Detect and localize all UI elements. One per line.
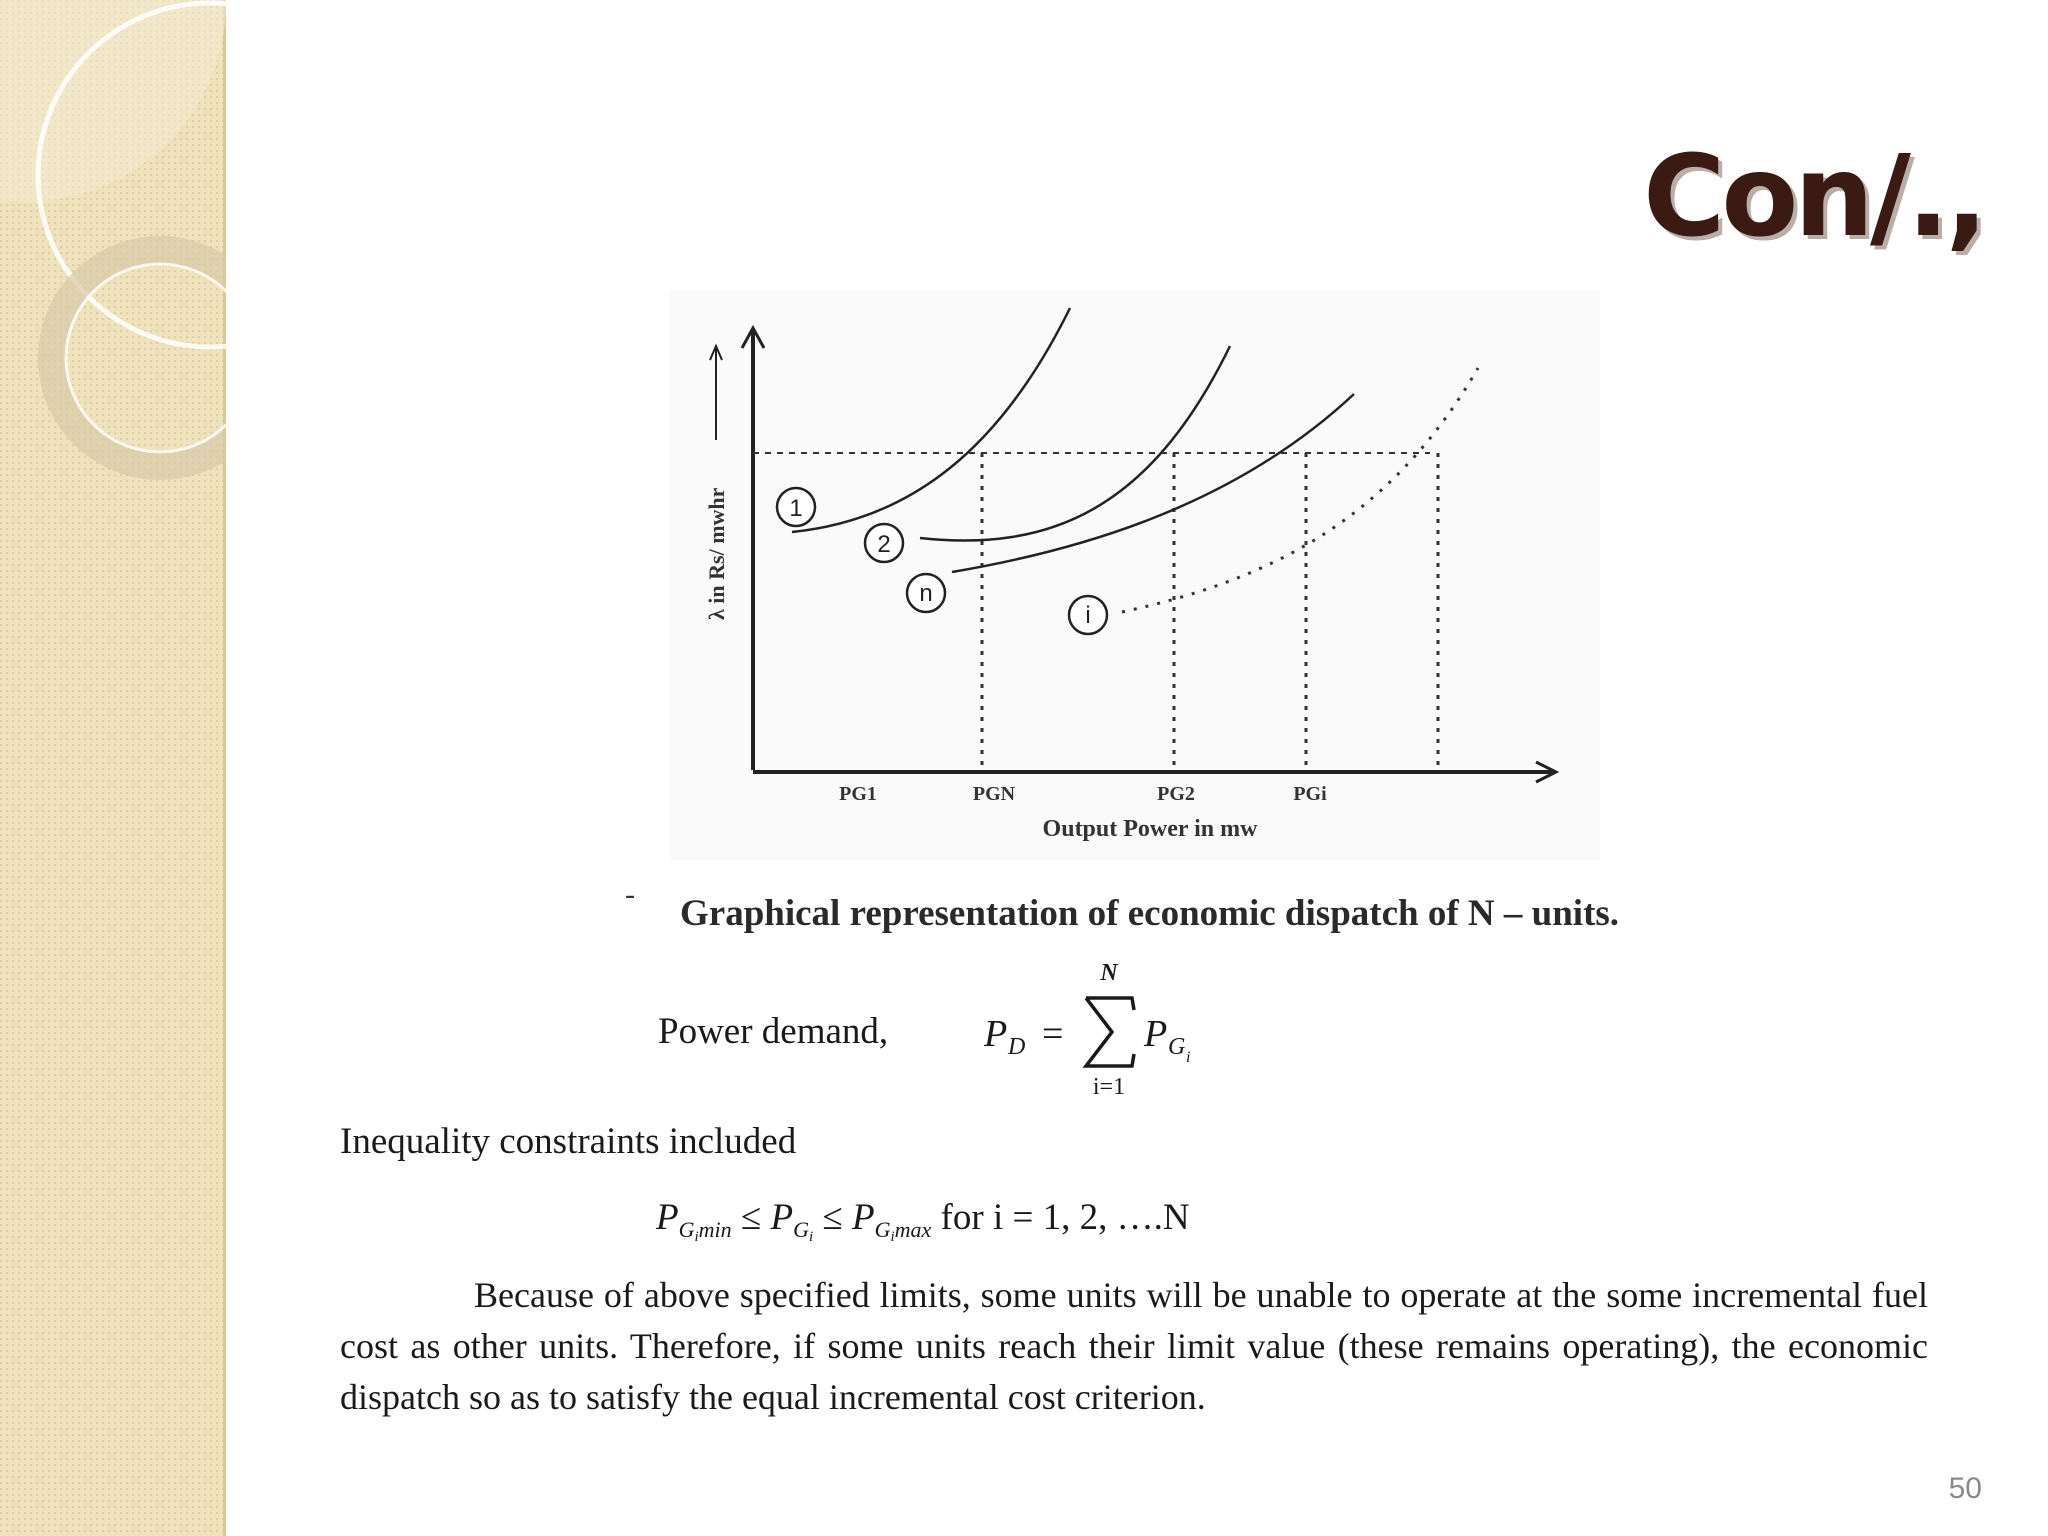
svg-text:D: D [1008,1034,1026,1060]
svg-text:i: i [1186,1049,1191,1066]
x-tick-pg1: PG1 [839,783,877,805]
curve-label-n [907,574,945,612]
svg-text:P: P [1144,1013,1168,1055]
x-axis-label: Output Power in mw [1042,816,1258,842]
svg-text:n: n [919,580,933,607]
y-axis-label: λ in Rs/ mwhr [704,487,729,620]
summation-icon [1086,998,1134,1066]
slide-title: Con/., [1643,132,1984,262]
inequality-heading: Inequality constraints included [340,1121,797,1162]
curve-label-1 [777,488,815,526]
svg-text:2: 2 [877,531,891,558]
curve-label-2 [865,524,903,562]
x-tick-pg2: PG2 [1157,783,1195,805]
x-tick-pgn: PGN [972,783,1016,805]
figure-caption: Graphical representation of economic dispatch of N – units. [680,893,1620,934]
curve-label-i [1069,596,1107,634]
economic-dispatch-figure [670,290,1600,860]
svg-text:N: N [1100,960,1118,986]
power-demand-equation [658,960,1258,1100]
body-paragraph: Because of above specified limits, some units will be unable to operate at the some incremental fuel cost as other units. Therefore, if some units reach their limit value (these remains operating), the economic dispatch so as to satisfy the equal incremental cost criterion. [340,1275,1928,1417]
inequality-equation: $P_{G_imin} \le P_{G_i} \le P_{G_imax}$ for i = 1, 2, ….N [656,1197,1190,1245]
svg-text:G: G [1168,1034,1186,1060]
caption-dash: - [625,878,635,911]
svg-text:i=1: i=1 [1092,1074,1126,1100]
svg-text:i: i [1085,602,1091,629]
svg-text:1: 1 [789,495,803,522]
x-tick-pgi: PGi [1293,783,1327,805]
decorative-circles [0,0,226,1536]
svg-text:=: = [1042,1013,1064,1055]
power-demand-formula [984,960,1264,1100]
decorative-sidebar [0,0,226,1536]
svg-text:P: P [984,1013,1008,1055]
power-demand-label: Power demand, [658,1011,889,1052]
page-number: 50 [1948,1472,1982,1505]
